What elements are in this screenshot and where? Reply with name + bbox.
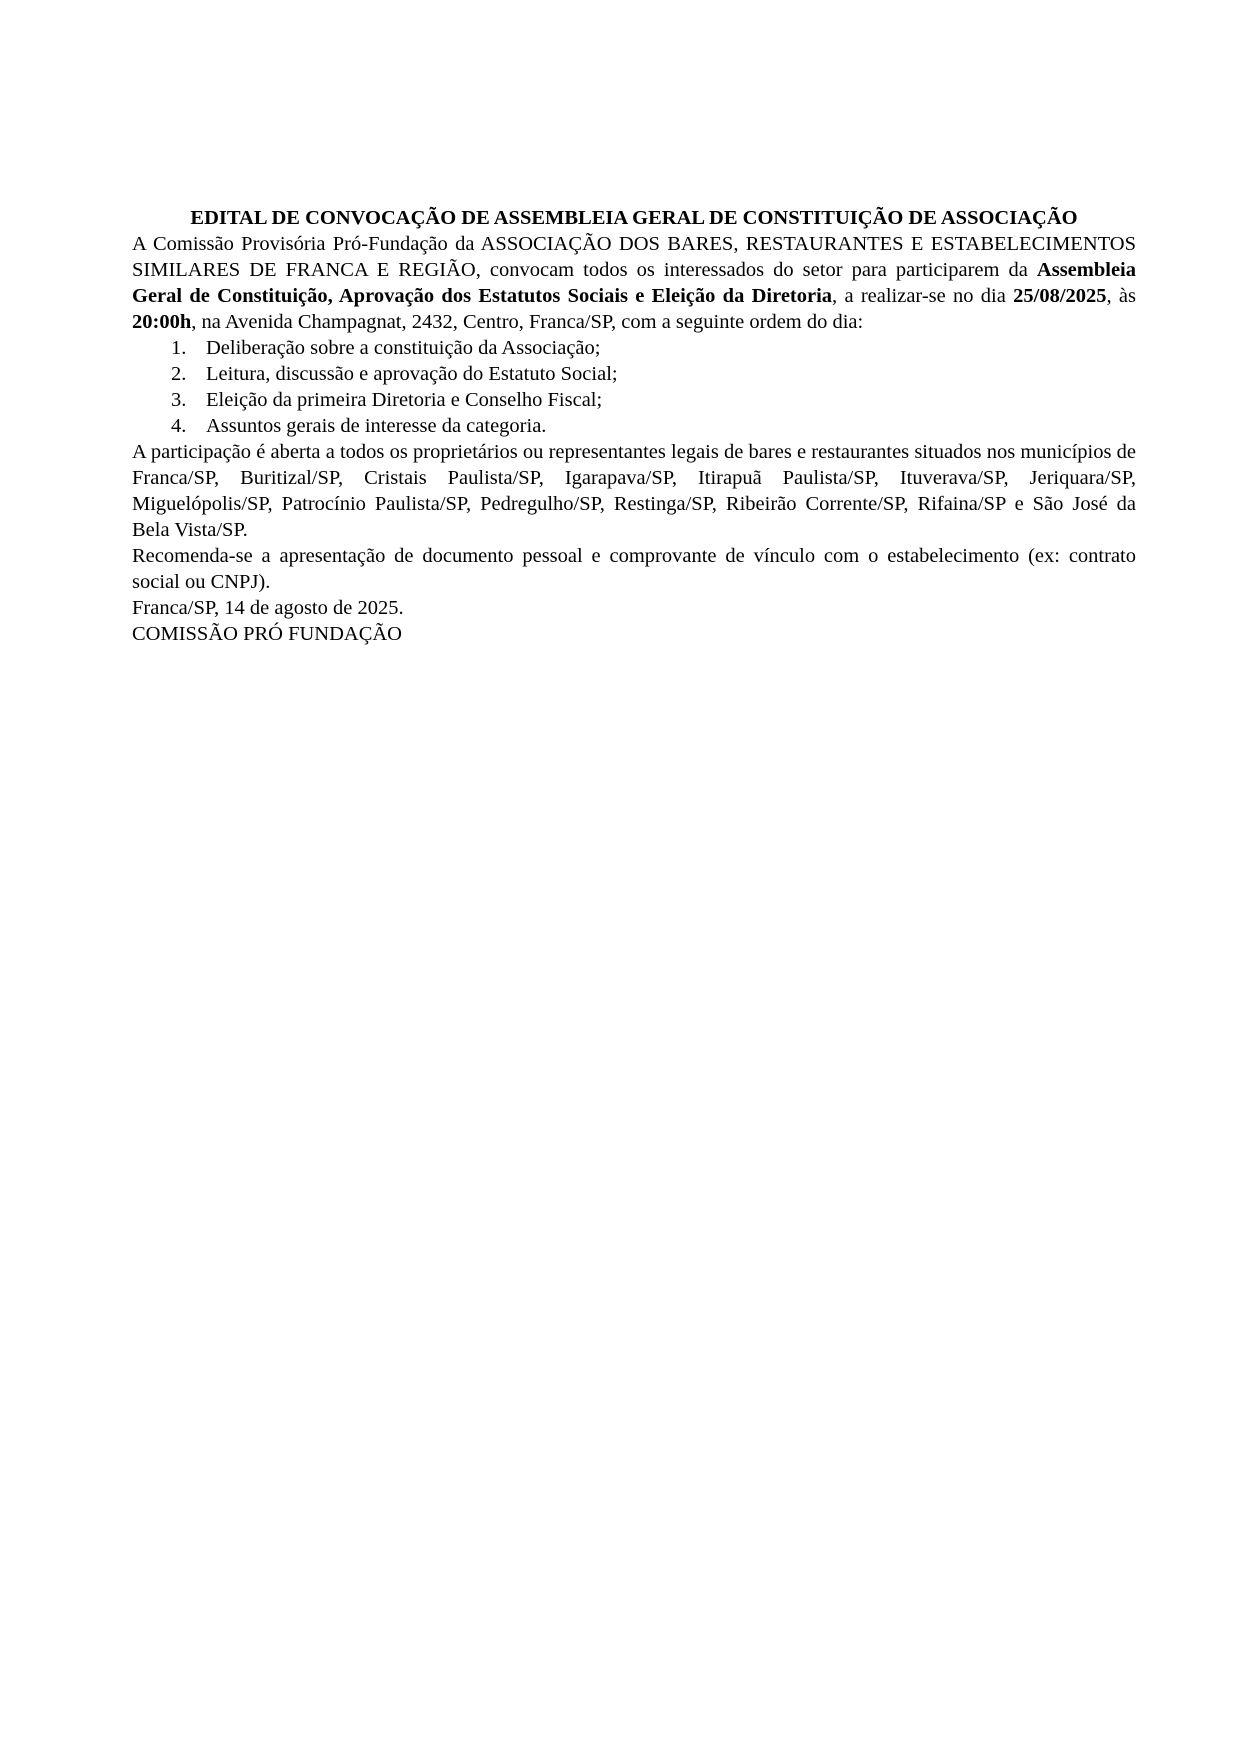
agenda-item [132, 335, 1136, 361]
signature: COMISSÃO PRÓ FUNDAÇÃO [132, 623, 402, 645]
agenda-item-text: Leitura, discussão e aprovação do Estatuto Social; [206, 363, 618, 385]
intro-text-2: , a realizar-se no dia [832, 285, 1014, 307]
agenda-item-text: Eleição da primeira Diretoria e Conselho Fiscal; [206, 389, 603, 411]
agenda-item-number: 1. [171, 337, 187, 359]
agenda-item-number: 4. [171, 415, 187, 437]
intro-text-1: A Comissão Provisória Pró-Fundação da ASSOCIAÇÃO DOS BARES, RESTAURANTES E ESTABELECIMENTOS SIMILARES DE FRANCA E REGIÃO, convocam todos os interessados do setor para participarem da [132, 233, 1136, 281]
assembly-name: Assembleia Geral de Constituição, Aprovação dos Estatutos Sociais e Eleição da Diretoria [132, 259, 1136, 307]
place-date: Franca/SP, 14 de agosto de 2025. [132, 597, 404, 619]
agenda-item [132, 413, 1136, 439]
agenda-list [132, 335, 1136, 439]
participation-paragraph: A participação é aberta a todos os proprietários ou representantes legais de bares e restaurantes situados nos municípios de Franca/SP, Buritizal/SP, Cristais Paulista/SP, Igarapava/SP, Itirapuã Paulista/SP, Ituverava/SP, Jeriquara/SP, Miguelópolis/SP, Patrocínio Paulista/SP, Pedregulho/SP, Restinga/SP, Ribeirão Corrente/SP, Rifaina/SP e São José da Bela Vista/SP. [132, 441, 1136, 541]
assembly-date: 25/08/2025 [1013, 285, 1107, 307]
agenda-item-number: 2. [171, 363, 187, 385]
recommendation-paragraph: Recomenda-se a apresentação de documento pessoal e comprovante de vínculo com o estabelecimento (ex: contrato social ou CNPJ). [132, 545, 1136, 593]
document-body [132, 205, 1136, 647]
agenda-item-number: 3. [171, 389, 187, 411]
agenda-item [132, 361, 1136, 387]
assembly-time: 20:00h [132, 311, 192, 333]
intro-paragraph [132, 231, 1136, 335]
agenda-item-text: Deliberação sobre a constituição da Associação; [206, 337, 601, 359]
intro-text-4: , na Avenida Champagnat, 2432, Centro, Franca/SP, com a seguinte ordem do dia: [191, 311, 864, 333]
intro-text-3: , às [1106, 285, 1137, 307]
document-title: EDITAL DE CONVOCAÇÃO DE ASSEMBLEIA GERAL DE CONSTITUIÇÃO DE ASSOCIAÇÃO [190, 207, 1078, 229]
agenda-item-text: Assuntos gerais de interesse da categoria. [206, 415, 547, 437]
agenda-item [132, 387, 1136, 413]
